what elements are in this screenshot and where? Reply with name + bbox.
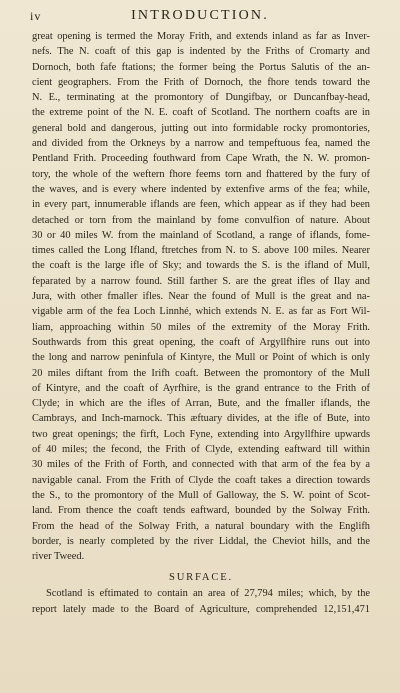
text-line: cient geographers. From the Frith of Dornoch, the fhore tends toward the [32, 76, 370, 88]
text-line: Jura, with other fmaller ifles. Near the found of Mull is the great and na- [32, 291, 370, 303]
text-line: two great openings; the firft, Loch Fyne, extending into Argyllfhire upwards [32, 428, 370, 440]
text-line: Cambrays, and Inch-marnock. This æftuary divides, at the ifle of Bute, into [32, 413, 370, 425]
text-line: land. From thence the coaft tends eaftward, bounded by the Solway Frith. [32, 505, 370, 517]
text-line: From the head of the Solway Frith, a natural boundary with the Englifh [32, 520, 370, 532]
page-number: iv [30, 9, 42, 23]
text-line: of 40 miles; the fecond, the Frith of Clyde, extending eaftward till within [32, 444, 370, 456]
text-line: the waves, and is every where indented by extenfive arms of the fea; while, [32, 183, 370, 195]
text-line: Pentland Frith. Proceeding fouthward from Cape Wrath, the N. W. promon- [32, 153, 370, 165]
text-line: and divided from the Orkneys by a narrow and tempeftuous fea, named the [32, 138, 370, 150]
text-line: the long and narrow peninfula of Kintyre, the Mull or Point of which is only [32, 352, 370, 364]
text-line: N. E., terminating at the promontory of Dungifbay, or Duncanfbay-head, [32, 92, 370, 104]
text-line: river Tweed. [32, 551, 85, 563]
text-line: Clyde; in which are the ifles of Arran, Bute, and the fmaller iflands, the [32, 398, 370, 410]
text-line: detached or torn from the mainland by fome convulfion of nature. About [32, 214, 370, 226]
text-line: nefs. The N. coaft of this gap is indented by the Friths of Cromarty and [32, 46, 370, 58]
text-line: 30 or 40 miles W. from the mainland of Scotland, a range of iflands, fome- [32, 229, 370, 241]
text-line: navigable canal. From the Frith of Clyde the coaft takes a direction towards [32, 474, 370, 486]
text-line: times called the Long Ifland, ftretches from N. to S. above 100 miles. Nearer [32, 245, 370, 257]
text-line: Scotland is eftimated to contain an area of 27,794 miles; which, by the [46, 588, 370, 600]
text-line: report lately made to the Board of Agriculture, comprehended 12,151,471 [32, 603, 370, 615]
text-line: of Kintyre, and the coaft of Ayrfhire, is the grand entrance to the Frith of [32, 382, 370, 394]
text-line: 30 miles of the Frith of Forth, and connected with that arm of the fea by a [32, 459, 370, 471]
text-line: 20 miles diftant from the Irifh coaft. Between the promontory of the Mull [32, 367, 370, 379]
text-line: feparated by a narrow found. Still farther S. are the great ifles of Ilay and [32, 275, 370, 287]
page-header [28, 6, 372, 26]
section-heading: SURFACE. [169, 572, 233, 584]
text-line: tory, the whole of the weftern fhore feems torn and fhattered by the fury of [32, 168, 370, 180]
text-line: Dornoch, both fafe ftations; the former being the Portus Salutis of the an- [32, 61, 370, 73]
text-line: great opening is termed the Moray Frith, and extends inland as far as Inver- [32, 31, 370, 42]
running-head: INTRODUCTION. [131, 8, 269, 23]
text-line: the S., to the promontory of the Mull of Galloway, the S. W. point of Scot- [32, 489, 370, 501]
text-line: Southwards from this great opening, the coaft of Argyllfhire runs out into [32, 336, 370, 348]
text-line: in every part, innumerable iflands are feen, which appear as if they had been [32, 199, 370, 211]
text-line: general bold and dangerous, jutting out into formidable rocky promontories, [32, 122, 370, 134]
text-line: vigable arm of the fea Loch Linnhé, which extends N. E. as far as Fort Wil- [32, 306, 370, 318]
text-line: border, is nearly completed by the river Liddal, the Cheviot hills, and the [32, 535, 370, 547]
body-text [32, 29, 370, 617]
text-line: liam, approaching within 50 miles of the extremity of the Moray Frith. [32, 321, 370, 333]
text-line: the extreme point of the N. E. coaft of Scotland. The northern coafts are in [32, 107, 370, 119]
text-line: the coaft is the large ifle of Sky; and towards the S. is the ifland of Mull, [32, 260, 370, 272]
